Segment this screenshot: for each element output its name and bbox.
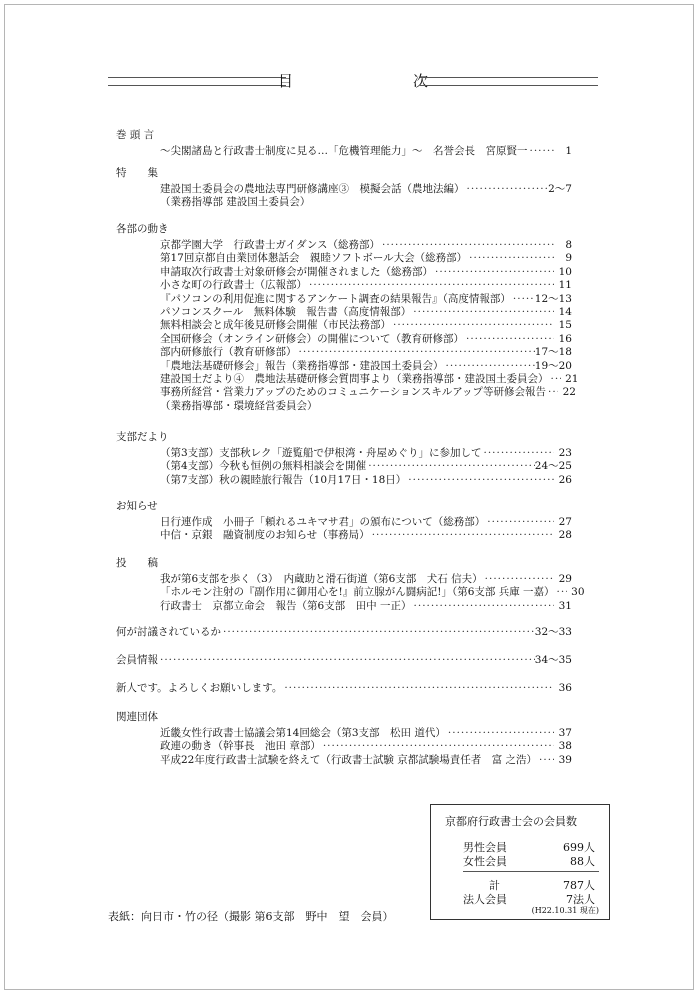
entry-page-number: 11 <box>558 279 572 292</box>
toc-section <box>116 430 572 487</box>
entry-title: 「農地法基礎研修会」報告（業務指導部・建設国土委員会） <box>160 359 444 372</box>
entry-page-number: 14 <box>558 305 572 318</box>
entry-title: 建設国土委員会の農地法専門研修講座③ 模擬会話（農地法編） <box>160 183 465 195</box>
header-rule-right <box>420 77 598 86</box>
entry-page-number: 38 <box>558 740 572 753</box>
dot-leader <box>433 266 554 279</box>
entry-page-number: 10 <box>558 265 572 278</box>
toc-entry[interactable] <box>116 346 572 359</box>
section-heading: 各部の動き <box>116 223 169 235</box>
entry-page-number: 8 <box>565 239 572 251</box>
dot-leader <box>366 460 535 473</box>
dot-leader <box>412 600 554 613</box>
entry-page-number: 28 <box>558 529 572 542</box>
toc-entry[interactable] <box>116 654 572 667</box>
entry-title: 第17回京都自由業団体懇話会 親睦ソフトボール大会（総務部） <box>160 252 468 265</box>
entry-page-number: 1 <box>565 145 572 157</box>
entry-page-number: 34～35 <box>534 654 572 666</box>
entry-title: 近畿女性行政書士協議会第14回総会（第3支部 松田 道代） <box>160 727 446 739</box>
entry-title: ～尖閣諸島と行政書士制度に見る…「危機管理能力」～ 名誉会長 宮原賢一 <box>160 145 528 157</box>
toc-section <box>116 710 572 767</box>
entry-page-number: 37 <box>558 727 572 739</box>
dot-leader <box>485 516 554 529</box>
entry-page-number: 24～25 <box>534 460 572 473</box>
entry-title: （第4支部）今秋も恒例の無料相談会を開催 <box>160 460 367 473</box>
entry-title: 中信・京銀 融資制度のお知らせ（事務局） <box>160 529 370 542</box>
entry-page-number: 31 <box>558 599 572 612</box>
entry-page-number: 17～18 <box>534 346 572 359</box>
entry-title: 行政書士 京都立命会 報告（第6支部 田中 一正） <box>160 599 412 612</box>
dot-leader <box>380 239 554 252</box>
dot-leader <box>221 626 535 639</box>
membership-label: 計 <box>489 879 500 892</box>
toc-entry[interactable] <box>116 586 585 599</box>
entry-page-number: 19～20 <box>534 359 572 372</box>
dot-leader <box>370 529 554 542</box>
toc-section <box>116 499 572 543</box>
membership-label: 法人会員 <box>463 893 507 906</box>
entry-page-number: 12～13 <box>534 292 572 305</box>
toc-entry[interactable] <box>116 460 572 473</box>
dot-leader <box>297 346 535 359</box>
membership-divider <box>463 871 599 872</box>
toc-entry[interactable] <box>116 293 572 306</box>
entry-title: 無料相談会と成年後見研修会開催（市民法務部） <box>160 319 391 332</box>
dot-leader <box>511 293 535 306</box>
entry-page-number: 21 <box>565 372 579 385</box>
toc-section <box>116 626 572 639</box>
dot-leader <box>307 279 554 292</box>
entry-title: 日行連作成 小冊子「頼れるユキマサ君」の頒布について（総務部） <box>160 516 486 528</box>
dot-leader <box>282 682 554 695</box>
entry-title: （業務指導部 建設国土委員会） <box>160 196 311 209</box>
section-heading: 関連団体 <box>116 711 158 723</box>
toc-entry[interactable] <box>116 754 572 767</box>
toc-header <box>108 72 598 92</box>
dot-leader <box>464 333 554 346</box>
entry-title: （第7支部）秋の親睦旅行報告（10月17日・18日） <box>160 473 407 486</box>
toc-entry[interactable] <box>116 196 572 209</box>
membership-row <box>463 853 595 869</box>
toc-section <box>116 682 572 695</box>
toc-entry[interactable] <box>116 447 572 460</box>
membership-label: 男性会員 <box>463 841 507 854</box>
toc-entry[interactable] <box>116 239 572 252</box>
dot-leader <box>444 360 535 373</box>
section-heading: 巻 頭 言 <box>116 129 155 141</box>
toc-entry[interactable] <box>116 626 572 639</box>
membership-value: 699人 <box>563 841 595 854</box>
membership-box-title: 京都府行政書士会の会員数 <box>445 815 577 828</box>
entry-title: 建設国土だより④ 農地法基礎研修会質問事より（業務指導部・建設国土委員会） <box>160 372 549 385</box>
dot-leader <box>406 474 554 487</box>
entry-page-number: 22 <box>562 386 576 399</box>
dot-leader <box>321 740 554 753</box>
entry-page-number: 23 <box>558 447 572 459</box>
entry-page-number: 30 <box>571 586 585 599</box>
toc-entry[interactable] <box>116 600 572 613</box>
toc-entry[interactable] <box>116 145 572 158</box>
toc-entry[interactable] <box>116 333 572 346</box>
membership-value: 7法人 <box>566 893 595 906</box>
toc-entry[interactable] <box>116 319 572 332</box>
entry-title: 小さな町の行政書士（広報部） <box>160 279 307 292</box>
membership-value: 787人 <box>563 879 595 892</box>
entry-title: 全国研修会（オンライン研修会）の開催について（教育研修部） <box>160 332 464 345</box>
entry-title: 何が討議されているか <box>116 626 221 638</box>
toc-entry[interactable] <box>116 279 572 292</box>
dot-leader <box>446 727 554 740</box>
entry-page-number: 29 <box>558 573 572 585</box>
membership-value: 88人 <box>570 855 595 868</box>
entry-title: 『パソコンの利用促進に関するアンケート調査の結果報告』（高度情報部） <box>160 292 511 305</box>
toc-entry[interactable] <box>116 306 572 319</box>
dot-leader <box>465 183 549 196</box>
toc-entry[interactable] <box>116 740 572 753</box>
entry-title: パソコンスクール 無料体験 報告書（高度情報部） <box>160 305 412 318</box>
dot-leader <box>555 586 567 599</box>
entry-title: 事務所経営・営業力アップのためのコミュニケーションスキルアップ等研修会報告 <box>160 386 546 399</box>
dot-leader <box>549 373 561 386</box>
toc-entry[interactable] <box>116 372 579 386</box>
dot-leader <box>546 386 558 399</box>
toc-section <box>116 166 572 210</box>
page-title: 目 次 <box>277 72 458 90</box>
entry-title: 政連の動き（幹事長 池田 章部） <box>160 740 321 753</box>
entry-page-number: 39 <box>558 753 572 766</box>
dot-leader <box>467 252 554 265</box>
toc-entry[interactable] <box>116 360 572 373</box>
dot-leader <box>481 447 554 460</box>
dot-leader <box>528 145 555 158</box>
entry-page-number: 26 <box>558 473 572 486</box>
section-heading: 投 稿 <box>116 557 158 569</box>
entry-title: （第3支部）支部秋レク「遊覧船で伊根湾・舟屋めぐり」に参加して <box>160 447 482 459</box>
entry-page-number: 16 <box>558 332 572 345</box>
entry-title: 我が第6支部を歩く（3） 内蔵助と滑石街道（第6支部 犬石 信夫） <box>160 573 483 585</box>
entry-title: 部内研修旅行（教育研修部） <box>160 346 297 359</box>
cover-caption: 表紙：向日市・竹の径（撮影 第6支部 野中 望 会員） <box>108 910 394 923</box>
toc-entry[interactable] <box>116 727 572 740</box>
membership-note: (H22.10.31 現在) <box>531 906 599 915</box>
toc-section <box>116 556 585 613</box>
entry-page-number: 27 <box>558 516 572 528</box>
dot-leader <box>158 654 535 667</box>
entry-page-number: 36 <box>558 682 572 694</box>
toc-entry[interactable] <box>116 386 576 399</box>
toc-section <box>116 128 572 158</box>
toc-entry[interactable] <box>116 682 572 695</box>
toc-entry[interactable] <box>116 266 572 279</box>
section-heading: 特 集 <box>116 167 158 179</box>
entry-title: 京都学園大学 行政書士ガイダンス（総務部） <box>160 239 380 251</box>
toc-entry[interactable] <box>116 529 572 542</box>
toc-entry[interactable] <box>116 252 572 265</box>
toc-entry[interactable] <box>116 474 572 487</box>
entry-title: 申請取次行政書士対象研修会が開催されました（総務部） <box>160 265 433 278</box>
toc-entry[interactable] <box>116 400 572 413</box>
section-heading: 支部だより <box>116 431 169 443</box>
entry-page-number: 2～7 <box>548 183 572 195</box>
dot-leader <box>483 573 554 586</box>
entry-page-number: 15 <box>558 319 572 332</box>
dot-leader <box>537 754 554 767</box>
toc-entry[interactable] <box>116 573 572 586</box>
section-heading: お知らせ <box>116 500 158 512</box>
entry-title: 「ホルモン注射の『副作用に御用心を!』前立腺がん闘病記!」（第6支部 兵庫 一嘉） <box>160 586 555 599</box>
entry-title: 新人です。よろしくお願いします。 <box>116 682 283 694</box>
membership-count-box <box>430 804 610 920</box>
entry-page-number: 9 <box>565 252 572 265</box>
toc-section <box>116 222 579 413</box>
entry-page-number: 32～33 <box>534 626 572 638</box>
toc-section <box>116 654 572 667</box>
toc-entry[interactable] <box>116 183 572 196</box>
dot-leader <box>391 319 554 332</box>
toc-entry[interactable] <box>116 516 572 529</box>
entry-title: 会員情報 <box>116 654 158 666</box>
entry-title: （業務指導部・環境経営委員会） <box>160 399 318 412</box>
entry-title: 平成22年度行政書士試験を終えて（行政書士試験 京都試験場責任者 富 之浩） <box>160 753 538 766</box>
dot-leader <box>411 306 554 319</box>
membership-label: 女性会員 <box>463 855 507 868</box>
